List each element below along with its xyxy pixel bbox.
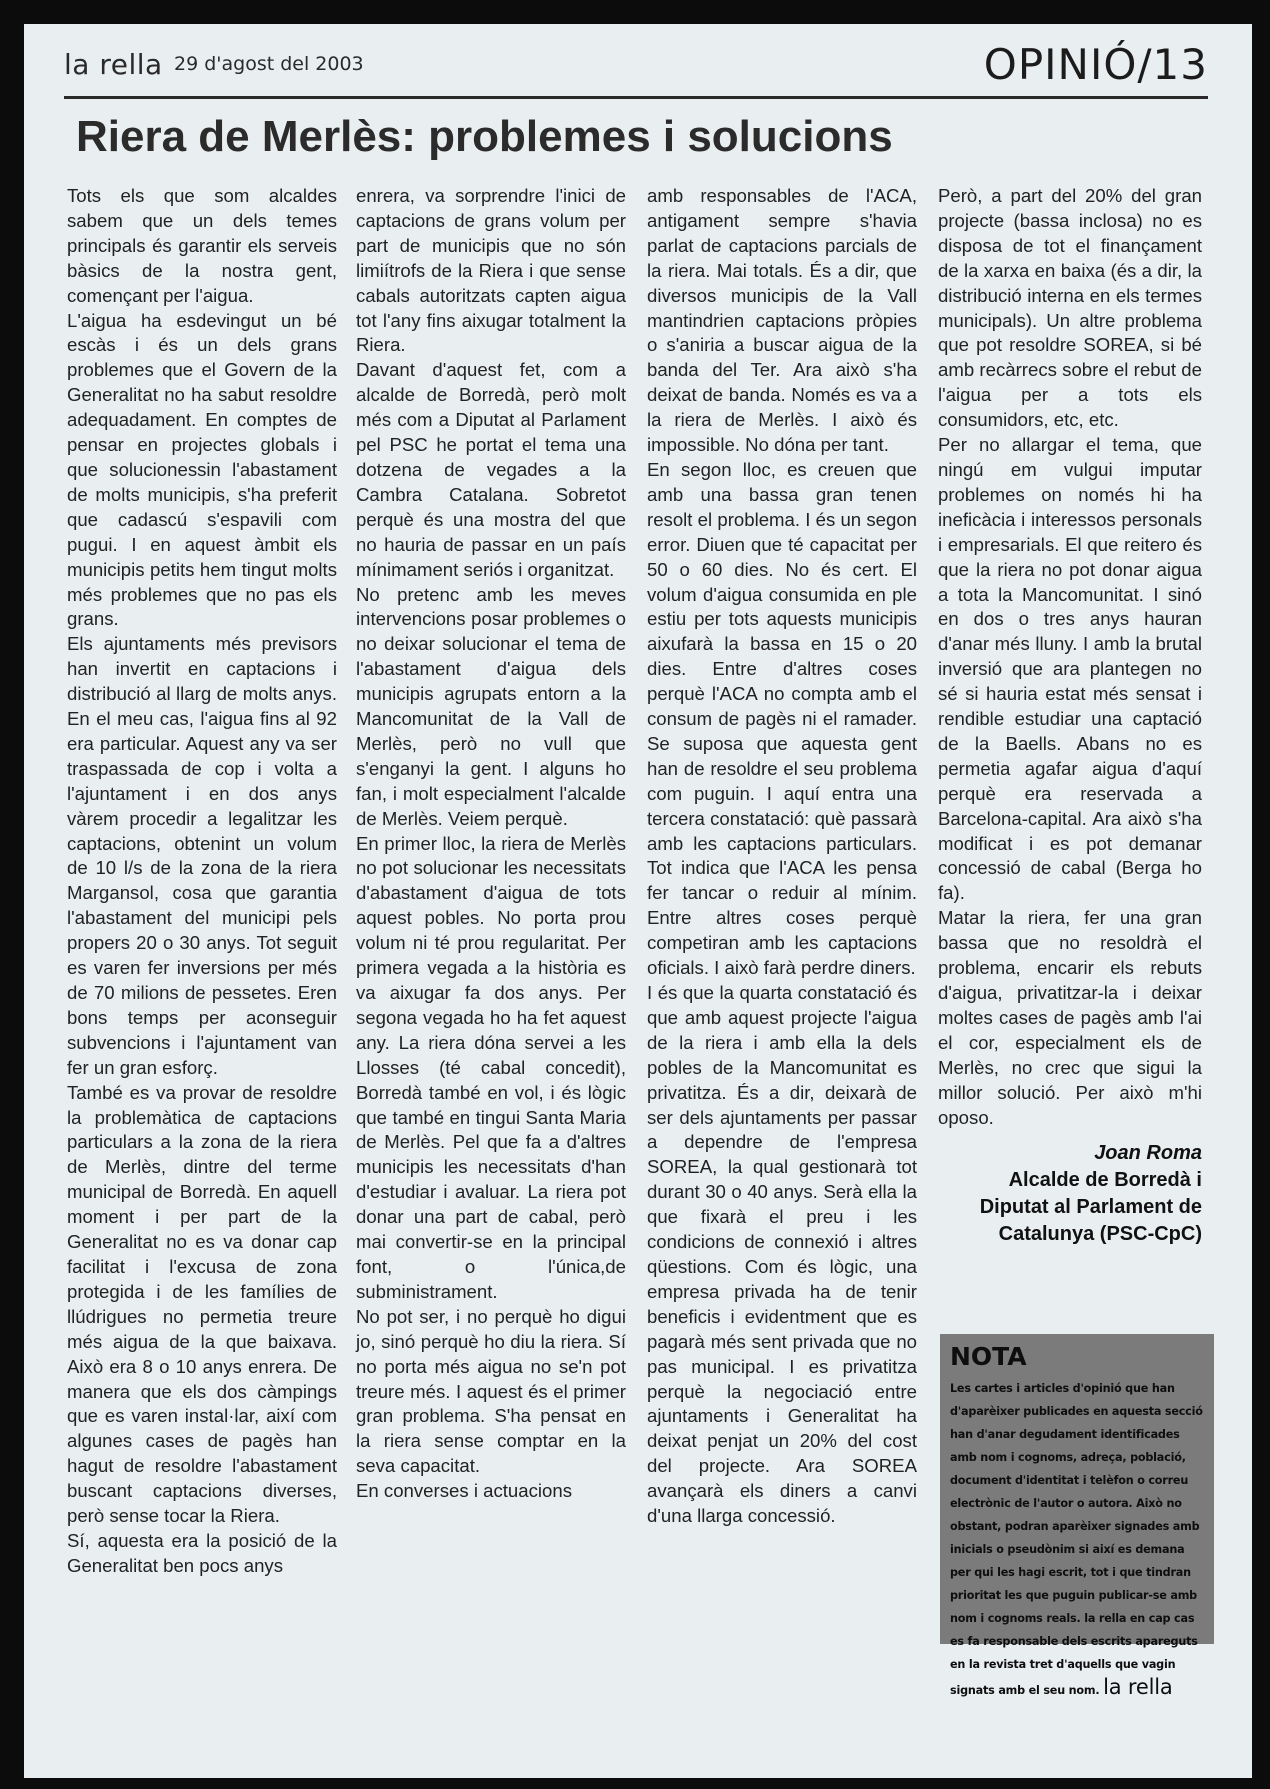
issue-date: 29 d'agost del 2003: [174, 53, 364, 75]
note-brand: la rella: [1103, 1675, 1173, 1699]
section-page-number: OPINIÓ/13: [983, 40, 1208, 89]
paragraph: Però, a part del 20% del gran projecte (bassa inclosa) no es disposa de tot el finançament de la xarxa en baixa (és a dir, la distribució interna en els termes municipals). Un altre problema que pot resoldre SOREA, si bé amb recàrrecs sobre el rebut de l'aigua per a tots els consumidors, etc, etc.: [938, 185, 1202, 431]
paragraph: No pretenc amb les meves intervencions posar problemes o no deixar solucionar el tema de l'abastament d'aigua dels municipis agrupats entorn a la Mancomunitat de la Vall de Merlès, però no vull que s'enganyi la gent. I alguns ho fan, i molt especialment l'alcalde de Merlès. Veiem perquè.: [356, 583, 626, 829]
author-role: Alcalde de Borredà i: [1008, 1169, 1202, 1192]
paragraph: Per no allargar el tema, que ningú em vulgui imputar problemes on només hi ha ineficàcia i interessos personals i empresarials. El que reitero és que la riera no pot donar aigua a tota la Mancomunitat. I sinó en dos o tres anys hauran d'anar més lluny. I amb la brutal inversió que ara plantegen no sé si hauria estat més sensat i rendible estudiar una captació de la Baells. Abans no es permetia agafar aigua d'aquí perquè era reservada a Barcelona-capital. Ara això s'ha modificat i es pot demanar concessió de cabal (Berga ho fa).: [938, 434, 1202, 904]
article-column-3: [647, 184, 917, 1529]
paragraph: I és que la quarta constatació és que amb aquest projecte l'aigua de la riera i amb ella la dels pobles de la Mancomunitat es privatitza. És a dir, deixarà de ser dels ajuntaments per passar a dependre de l'empresa SOREA, la qual gestionarà tot durant 30 o 40 anys. Serà ella la que fixarà el preu i les condicions de connexió i altres qüestions. Com és lògic, una empresa privada ha de tenir beneficis i evidentment que es pagarà més sent privada que no pas municipal. I es privatitza perquè la negociació entre ajuntaments i Generalitat ha deixat penjat un 20% del cost del projecte. Ara SOREA avançarà els diners a canvi d'una llarga concessió.: [647, 982, 917, 1527]
author-signature: [938, 1140, 1202, 1248]
paragraph: En segon lloc, es creuen que amb una bassa gran tenen resolt el problema. I és un segon error. Diuen que té capacitat per 50 o 60 dies. No és cert. El volum d'aigua consumida en ple estiu per tots aquests municipis aixufarà la bassa en 15 o 20 dies. Entre d'altres coses perquè l'ACA no compta amb el consum de pagès ni el ramader. Se suposa que aquesta gent han de resoldre el seu problema com puguin. I aquí entra una tercera constatació: què passarà amb les captacions particulars. Tot indica que l'ACA les pensa fer tancar o reduir al mínim. Entre altres coses perquè competiran amb les captacions oficials. I això farà perdre diners.: [647, 458, 917, 979]
page-header: [64, 36, 1208, 99]
publication-name: la rella: [64, 48, 163, 81]
article-column-2: [356, 184, 626, 1504]
note-text: [950, 1377, 1204, 1702]
paragraph: Sí, aquesta era la posició de la Generalitat ben pocs anys: [67, 1529, 337, 1576]
author-name: Joan Roma: [1094, 1142, 1202, 1165]
newspaper-page: [24, 24, 1252, 1778]
paragraph: Els ajuntaments més previsors han invertit en captacions i distribució al llarg de molts anys. En el meu cas, l'aigua fins al 92 era particular. Aquest any va ser traspassada de cop i volta a l'ajuntament i en dos anys vàrem procedir a legalitzar les captacions, obtenint un volum de 10 l/s de la zona de la riera Margansol, cosa que garantia l'abastament del municipi pels propers 20 o 30 anys. Tot seguit es varen fer inversions per més de 70 milions de pessetes. Eren bons temps per aconseguir subvencions i l'ajuntament van fer un gran esforç.: [67, 633, 337, 1078]
note-title: NOTA: [950, 1342, 1027, 1371]
author-role: Diputat al Parlament de: [979, 1196, 1202, 1219]
paragraph: Davant d'aquest fet, com a alcalde de Borredà, però molt més com a Diputat al Parlament pel PSC he portat el tema una dotzena de vegades a la Cambra Catalana. Sobretot perquè és una mostra del que no hauria de passar en un país mínimament seriós i organitzat.: [356, 359, 626, 580]
paragraph: amb responsables de l'ACA, antigament sempre s'havia parlat de captacions parcials de la riera. Mai totals. És a dir, que diversos municipis de la Vall mantindrien captacions pròpies o s'aniria a buscar aigua de la banda del Ter. Ara això s'ha deixat de banda. Només es va a la riera de Merlès. I això és impossible. No dóna per tant.: [647, 185, 917, 456]
paragraph: En converses i actuacions: [356, 1480, 573, 1502]
paragraph: enrera, va sorprendre l'inici de captacions de grans volum per part de municipis que no són limiítrofs de la Riera i que sense cabals autoritzats capten aigua tot l'any fins aixugar totalment la Riera.: [356, 185, 626, 356]
paragraph: Matar la riera, fer una gran bassa que no resoldrà el problema, encarir els rebuts d'aigua, privatitzar-la i deixar moltes cases de pagès amb l'ai el cor, especialment els de Merlès, no crec que sigui la millor solució. Per això m'hi oposo.: [938, 907, 1202, 1128]
paragraph: En primer lloc, la riera de Merlès no pot solucionar les necessitats d'abastament d'aigua de tots aquest pobles. No porta prou volum ni té prou regularitat. Per primera vegada a la història es va aixugar fa dos anys. Per segona vegada ho ha fet aquest any. La riera dóna servei a les Llosses (té cabal concedit), Borredà també en vol, i és lògic que també en tingui Santa Maria de Merlès. Pel que fa a d'altres municipis les necessitats d'han d'estudiar i avaluar. La riera pot donar una part de cabal, però mai convertir-se en la principal font, o l'única,de subministrament.: [356, 832, 626, 1302]
note-body: Les cartes i articles d'opinió que han d'aparèixer publicades en aquesta secció han d'anar degudament identificades amb nom i cognoms, adreça, població, document d'identitat i telèfon o correu electrònic de l'autor o autora. Això no obstant, podran aparèixer signades amb inicials o pseudònim si així es demana per qui les hagi escrit, tot i que tindran prioritat les que puguin publicar-se amb nom i cognoms reals. la rella en cap cas es fa responsable dels escrits apareguts en la revista tret d'aquells que vagin signats amb el seu nom.: [950, 1382, 1203, 1697]
paragraph: No pot ser, i no perquè ho digui jo, sinó perquè ho diu la riera. Sí no porta més aigua no se'n pot treure més. I aquest és el primer gran problema. S'ha pensat en la riera sense comptar en la seva capacitat.: [356, 1305, 626, 1477]
article-column-1: [67, 184, 337, 1579]
paragraph: També es va provar de resoldre la problemàtica de captacions particulars a la zona de la riera de Merlès, dintre del terme municipal de Borredà. En aquell moment i per part de la Generalitat no es va donar cap facilitat i l'excusa de zona protegida i de les famílies de llúdrigues no permetia treure més aigua de la que baixava. Això era 8 o 10 anys enrera. De manera que els dos càmpings que es varen instal·lar, així com algunes cases de pagès han hagut de resoldre l'abastament buscant captacions diverses, però sense tocar la Riera.: [67, 1081, 337, 1527]
editorial-note-box: [940, 1334, 1214, 1699]
author-role: Catalunya (PSC-CpC): [998, 1223, 1202, 1246]
article-column-4: [938, 184, 1202, 1248]
article-title: Riera de Merlès: problemes i solucions: [76, 112, 893, 161]
paragraph: L'aigua ha esdevingut un bé escàs i és un dels grans problemes que el Govern de la Generalitat no ha sabut resoldre adequadament. En comptes de pensar en projectes globals i que solucionessin l'abastament de molts municipis, s'ha preferit que cadascú s'espavili com pugui. I en aquest àmbit els municipis petits hem tingut molts més problemes que no pas els grans.: [67, 309, 337, 630]
paragraph: Tots els que som alcaldes sabem que un dels temes principals és garantir els serveis bàsics de la nostra gent, començant per l'aigua.: [67, 185, 337, 306]
